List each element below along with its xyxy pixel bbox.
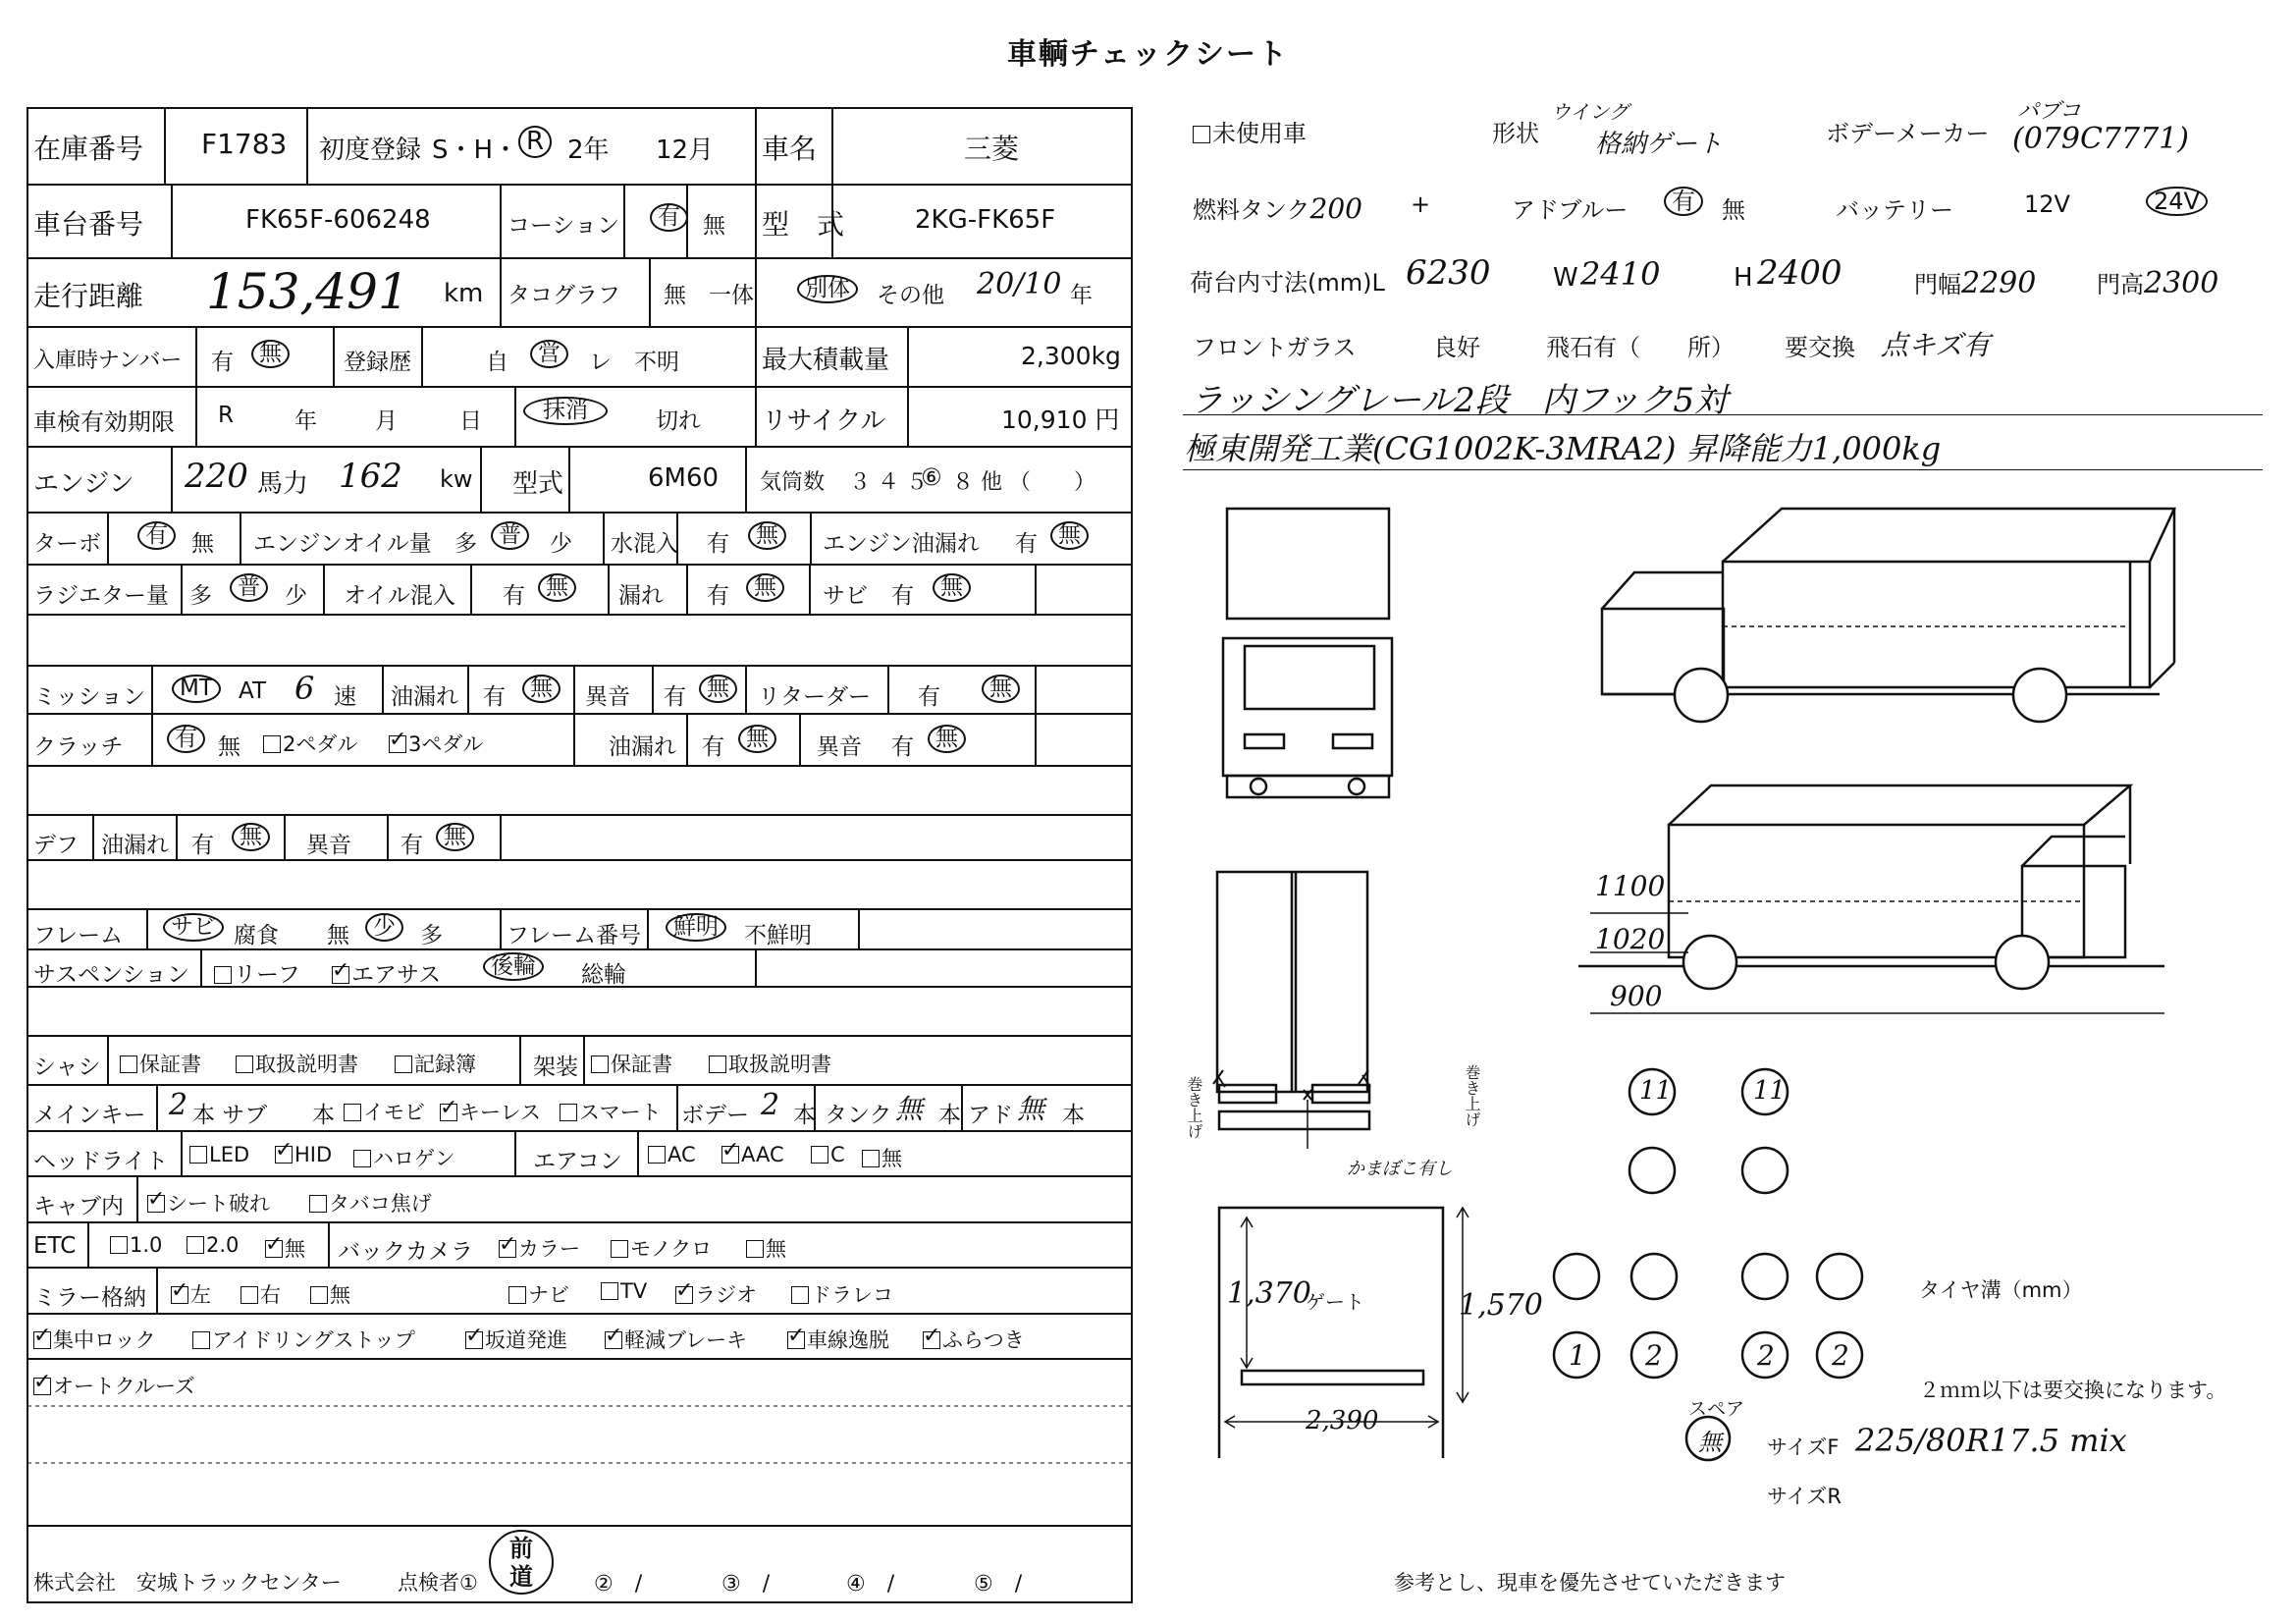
note-2-underline [1183, 469, 2263, 470]
mirror-left-option: ✓ 左 [171, 1279, 211, 1309]
inspector-label: 点検者① [398, 1571, 478, 1595]
tank-val: 無 [895, 1093, 924, 1125]
clutch-noise-yes: 有 [891, 734, 914, 760]
camera-mono-option: モノクロ [611, 1233, 712, 1263]
rust-yes: 有 [891, 583, 914, 609]
size-r-label: サイズR [1767, 1485, 1842, 1508]
lane-option: ✓ 車線逸脱 [787, 1325, 889, 1354]
inspection-day: 日 [459, 408, 482, 434]
mileage-value: 153,491 [206, 263, 409, 320]
turbo-no: 無 [191, 531, 214, 557]
frame-label: フレーム [33, 923, 124, 948]
disclaimer: 参考とし、現車を優先させていただきます [1394, 1571, 1786, 1595]
taco-options: 無 一体 [664, 283, 754, 308]
adblue-no: 無 [1722, 196, 1745, 224]
cargo-w-label: W [1553, 263, 1578, 293]
taco-value: 20/10 [977, 267, 1062, 301]
recycle-value: 10,910 円 [1001, 406, 1120, 434]
inspection-label: 車検有効期限 [33, 408, 175, 436]
tank-unit: 本 [938, 1103, 961, 1128]
note-2: 極東開発工業(CG1002K-3MRA2) 昇降能力1,000kg [1184, 430, 1942, 467]
led-option: LED [189, 1143, 249, 1166]
mission-noise-yes: 有 [664, 684, 686, 710]
hill-option: ✓ 坂道発進 [465, 1325, 567, 1354]
plate-no: 無 [251, 340, 290, 368]
history-option: 自 [486, 350, 508, 375]
mission-leak-yes: 有 [483, 684, 506, 710]
frame-few: 少 [365, 913, 403, 942]
leak-yes: 有 [1015, 531, 1038, 557]
recycle-label: リサイクル [762, 406, 886, 436]
maker-top: パブコ [2017, 99, 2081, 124]
reg-month: 12月 [656, 135, 715, 165]
ac-option: AC [648, 1143, 696, 1166]
kamaboko-note: かまぼこ有し [1347, 1159, 1453, 1179]
engine-hp-unit: 馬力 [257, 469, 309, 499]
frame-circled: サビ [163, 913, 224, 942]
frame-clear: 鮮明 [666, 913, 726, 942]
cargo-h-label: H [1734, 263, 1753, 293]
oilmix-yes: 有 [503, 583, 525, 609]
mission-label: ミッション [33, 684, 146, 710]
suspension-label: サスペンション [33, 962, 190, 988]
history-circled: 営 [530, 340, 568, 368]
rad-leak-yes: 有 [707, 583, 729, 609]
cab-label: キャブ内 [33, 1194, 124, 1219]
leak-label: エンジン油漏れ [823, 531, 980, 557]
diff-noise-no: 無 [436, 823, 474, 851]
clutch-no: 無 [218, 734, 240, 760]
rear-view [1213, 872, 1370, 1149]
adblue-yes: 有 [1664, 187, 1703, 216]
page-title: 車輌チェックシート [1006, 37, 1290, 72]
clutch-leak-no: 無 [738, 725, 776, 753]
lock-option: ✓集中ロック [33, 1325, 156, 1354]
body-key-unit: 本 [793, 1103, 816, 1128]
navi-option: ナビ [508, 1279, 569, 1309]
manual-option: 取扱説明書 [236, 1049, 358, 1078]
cargo-h: 2400 [1757, 253, 1842, 293]
ad-unit: 本 [1062, 1103, 1085, 1128]
plate-label: 入庫時ナンバー [33, 349, 183, 373]
tire-2c: 2 [1832, 1339, 1849, 1372]
air-option: ✓ エアサス [332, 956, 441, 989]
retarder-label: リターダー [758, 684, 871, 710]
inspector-4: ④ / [846, 1572, 895, 1597]
mission-mt: MT [172, 675, 221, 703]
frame-unclear: 不鮮明 [744, 923, 812, 948]
cyl-rest: ８ 他 （ ） [952, 470, 1095, 495]
reg-year: 2年 [567, 135, 610, 165]
body-key-count: 2 [761, 1088, 780, 1122]
tv-option: TV [601, 1279, 647, 1303]
leak-no: 無 [1050, 521, 1089, 550]
aac-option: ✓ AAC [721, 1143, 784, 1166]
keyless-option: ✓ キーレス [440, 1097, 541, 1126]
stock-label: 在庫番号 [33, 133, 144, 165]
ac-label: エアコン [533, 1149, 622, 1174]
gate-total: 1,570 [1459, 1288, 1543, 1323]
ad-val: 無 [1017, 1093, 1045, 1125]
model-label: 型 式 [762, 208, 845, 241]
retarder-no: 無 [982, 675, 1020, 703]
mission-at: AT [239, 678, 266, 704]
frame-corrosion: 腐食 [234, 923, 279, 948]
etc-none-option: ✓ 無 [265, 1233, 305, 1263]
camera-color-option: ✓ カラー [499, 1233, 580, 1263]
engine-type-label: 型式 [512, 469, 564, 499]
immo-option: イモビ [344, 1097, 425, 1126]
tire-1: 1 [1569, 1339, 1586, 1372]
battery-24: 24V [2146, 187, 2208, 216]
mirror-right-option: 右 [240, 1279, 281, 1309]
clutch-yes: 有 [167, 725, 205, 753]
radiator-label: ラジエター量 [33, 583, 169, 609]
inspection-year: 年 [294, 408, 317, 434]
maxload-value: 2,300kg [1021, 342, 1121, 370]
tire-depth-label: タイヤ溝（mm） [1919, 1278, 2083, 1302]
clutch-leak-label: 油漏れ [609, 734, 676, 760]
name-label: 車名 [762, 133, 818, 165]
maker-label: ボデーメーカー [1826, 120, 1990, 147]
suspension-all: 総輪 [581, 962, 626, 988]
glass-chip: 飛石有（ 所） [1546, 334, 1735, 361]
door-w: 門幅2290 [1914, 266, 2037, 300]
smart-option: スマート [560, 1097, 662, 1126]
rad-leak-no: 無 [746, 573, 784, 602]
coating-yes: 有 [650, 203, 688, 232]
oil-many: 多 [454, 531, 477, 557]
tank-label: タンク [825, 1103, 892, 1128]
turbo-label: ターボ [33, 531, 101, 557]
tire-depth-note: ２ｍｍ以下は要交換になります。 [1919, 1379, 2227, 1402]
company-name: 株式会社 安城トラックセンター [33, 1571, 342, 1595]
taco-label: タコグラフ [507, 283, 620, 308]
taco-year: 年 [1070, 283, 1093, 308]
note-1-underline [1183, 414, 2263, 415]
key-sub: 本 サブ [192, 1103, 268, 1128]
mission-noise-no: 無 [699, 675, 737, 703]
inspection-r: R [218, 403, 234, 428]
adblue-label: アドブルー [1512, 196, 1629, 224]
dim-1020: 1020 [1595, 923, 1666, 955]
body-label: 架装 [533, 1055, 578, 1080]
etc-label: ETC [33, 1233, 77, 1259]
mission-leak-no: 無 [522, 675, 561, 703]
name-value: 三菱 [964, 133, 1020, 165]
frame-none: 無 [327, 923, 349, 948]
glass-replace: 要交換 [1785, 334, 1855, 361]
mirror-label: ミラー格納 [33, 1285, 146, 1311]
ac-none-option: 無 [862, 1143, 902, 1172]
inspector-5: ⑤ / [974, 1572, 1023, 1597]
chassis-label: 車台番号 [33, 208, 144, 241]
spare-value: 無 [1698, 1429, 1722, 1456]
history-label: 登録歴 [344, 350, 411, 375]
reg-era-circled: R [518, 126, 552, 158]
oil-few: 少 [550, 531, 572, 557]
cargo-w: 2410 [1580, 255, 1661, 293]
mission-noise-label: 異音 [585, 684, 630, 710]
radiator-circled: 普 [230, 573, 268, 602]
door-h: 門高2300 [2097, 266, 2219, 300]
glass-note: 点キズ有 [1881, 329, 1991, 361]
camera-label: バックカメラ [338, 1239, 473, 1265]
ad-label: アド [968, 1103, 1013, 1128]
reg-era: S・H・ [432, 135, 519, 165]
turbo-yes: 有 [137, 521, 176, 550]
shape-top: ウイング [1551, 100, 1629, 124]
pedal3-option: ✓ 3ペダル [389, 729, 483, 758]
glass-good: 良好 [1433, 334, 1480, 361]
warranty-option: 保証書 [120, 1049, 201, 1078]
cruise-option: ✓オートクルーズ [33, 1371, 195, 1400]
seat-option: ✓ シート破れ [147, 1188, 270, 1218]
c-option: C [811, 1143, 845, 1166]
clutch-noise-no: 無 [928, 725, 966, 753]
front-view [1223, 509, 1392, 797]
dim-1100: 1100 [1595, 870, 1666, 902]
unused-option: 未使用車 [1193, 114, 1307, 148]
glass-label: フロントガラス [1193, 334, 1357, 361]
gate-width: 2,390 [1306, 1406, 1379, 1435]
body-key-label: ボデー [681, 1103, 749, 1128]
mirror-none-option: 無 [310, 1279, 350, 1309]
key-label: メインキー [33, 1103, 146, 1128]
water-no: 無 [748, 521, 786, 550]
size-f-label: サイズF [1767, 1435, 1840, 1459]
coating-label: コーション [507, 213, 620, 239]
side-left-note: 巻き上げ [1185, 1076, 1203, 1139]
gate-height: 1,370 [1227, 1276, 1311, 1311]
cargo-label: 荷台内寸法(mm)L [1190, 269, 1385, 297]
retarder-yes: 有 [918, 684, 940, 710]
spare-label: スペア [1688, 1398, 1745, 1420]
etc-v1-option: 1.0 [110, 1233, 162, 1257]
battery-12: 12V [2024, 190, 2070, 218]
taco-separate: 別体 [797, 275, 858, 303]
side-right-note: 巻き上げ [1463, 1064, 1481, 1127]
plus-sign: + [1411, 190, 1431, 218]
fuel-label: 燃料タンク200 [1193, 192, 1362, 225]
oil-label: エンジンオイル量 [253, 531, 432, 557]
reg-label: 初度登録 [319, 135, 422, 165]
oilmix-label: オイル混入 [344, 583, 455, 609]
tobacco-option: タバコ焦げ [309, 1188, 432, 1218]
tire-2b: 2 [1757, 1339, 1775, 1372]
battery-label: バッテリー [1836, 196, 1953, 224]
note-1: ラッシングレール2段 内フック5対 [1190, 381, 1728, 420]
tire-11a: 11 [1639, 1076, 1673, 1106]
clutch-leak-yes: 有 [702, 734, 724, 760]
engine-kw-unit: kw [440, 465, 473, 493]
radiator-many: 多 [189, 583, 212, 609]
leaf-option: リーフ [214, 956, 300, 989]
wobble-option: ✓ ふらつき [923, 1325, 1025, 1354]
inspector-stamp: 前道 [489, 1530, 554, 1595]
key-count: 2 [169, 1088, 188, 1122]
clutch-noise-label: 異音 [817, 734, 862, 760]
plate-yes: 有 [211, 350, 234, 375]
inspection-expired: 切れ [656, 408, 701, 434]
mission-speed-unit: 速 [334, 684, 356, 710]
cargo-l: 6230 [1406, 253, 1491, 293]
frame-many: 多 [420, 923, 443, 948]
diff-leak-no: 無 [232, 823, 270, 851]
water-label: 水混入 [611, 531, 678, 557]
camera-none-option: 無 [746, 1233, 786, 1263]
coating-no: 無 [703, 213, 725, 239]
tire-2a: 2 [1645, 1339, 1663, 1372]
engine-label: エンジン [33, 469, 134, 499]
engine-kw: 162 [339, 457, 402, 496]
etc-v2-option: 2.0 [187, 1233, 239, 1257]
headlight-label: ヘッドライト [33, 1149, 169, 1174]
water-yes: 有 [707, 531, 729, 557]
idle-option: アイドリングストップ [192, 1325, 415, 1354]
inspection-month: 月 [375, 408, 398, 434]
taco-other: その他 [877, 283, 944, 308]
stock-value: F1783 [201, 128, 288, 160]
maker-value: (079C7771) [2012, 122, 2189, 156]
recorder-option: ドラレコ [791, 1279, 893, 1309]
engine-type-value: 6M60 [648, 463, 720, 493]
mileage-label: 走行距離 [33, 280, 144, 312]
inspector-2: ② / [594, 1572, 643, 1597]
shape-value: 格納ゲート [1595, 130, 1724, 159]
cyl-label: 気筒数 [760, 470, 826, 495]
diff-leak-label: 油漏れ [101, 833, 169, 858]
history-rest: レ 不明 [589, 350, 679, 375]
model-value: 2KG-FK65F [915, 205, 1056, 235]
shashi-label: シャシ [33, 1055, 101, 1080]
mission-leak-label: 油漏れ [391, 684, 458, 710]
rust-no: 無 [933, 573, 971, 602]
body-manual-option: 取扱説明書 [709, 1049, 831, 1078]
body-warranty-option: 保証書 [591, 1049, 672, 1078]
radio-option: ✓ ラジオ [675, 1279, 757, 1309]
side-view-left [1578, 785, 2164, 1013]
cyl-circled: ⑥ [921, 463, 942, 491]
cyl-options: ３ ４ ５ [849, 470, 928, 495]
pedal2-option: 2ペダル [263, 729, 357, 758]
oilmix-no: 無 [538, 573, 576, 602]
gate-label: ゲート [1306, 1290, 1364, 1314]
suspension-rear: 後輪 [483, 952, 544, 981]
key-sub-rest: 本 [312, 1103, 335, 1128]
brake-option: ✓ 軽減ブレーキ [605, 1325, 747, 1354]
size-f-value: 225/80R17.5 mix [1855, 1422, 2127, 1459]
oil-circled: 普 [491, 521, 529, 550]
clutch-label: クラッチ [33, 734, 124, 760]
diff-label: デフ [33, 833, 79, 858]
mileage-unit: km [444, 279, 484, 308]
tire-11b: 11 [1753, 1076, 1787, 1106]
maxload-label: 最大積載量 [762, 346, 890, 375]
halogen-option: ハロゲン [353, 1143, 455, 1172]
chassis-value: FK65F-606248 [245, 205, 431, 235]
diff-noise-yes: 有 [400, 833, 423, 858]
engine-hp: 220 [185, 457, 248, 496]
inspection-cancel: 抹消 [523, 397, 608, 425]
diff-leak-yes: 有 [191, 833, 214, 858]
inspector-3: ③ / [721, 1572, 771, 1597]
diff-noise-label: 異音 [306, 833, 351, 858]
rad-leak-label: 漏れ [618, 583, 664, 609]
frame-number-label: フレーム番号 [507, 923, 642, 948]
mission-speed: 6 [294, 670, 315, 707]
radiator-few: 少 [285, 583, 307, 609]
dim-900: 900 [1610, 980, 1663, 1012]
rust-label: サビ [823, 583, 868, 609]
side-view-right [1602, 509, 2174, 722]
shape-label: 形状 [1492, 120, 1539, 147]
record-option: 記録簿 [395, 1049, 476, 1078]
hid-option: ✓ HID [275, 1143, 332, 1166]
